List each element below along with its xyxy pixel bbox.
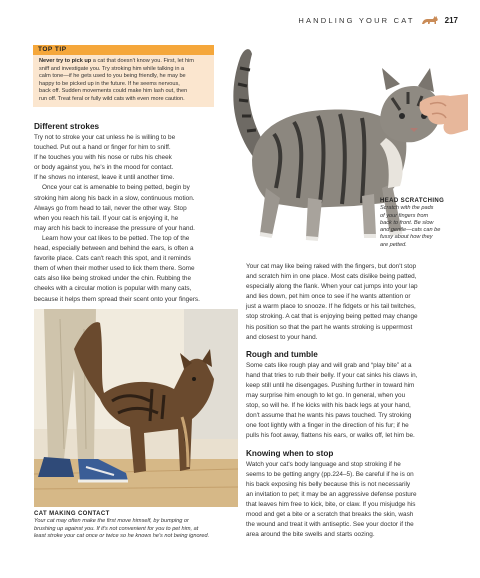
caption-line: least stroke your cat once or twice so he knows he's not being ignored. bbox=[34, 532, 210, 539]
caption-line: back to front. Be slow bbox=[380, 219, 434, 226]
caption-line: brushing up against you. If it's not convenient for you to pet him, at bbox=[34, 525, 199, 532]
body-line: area around the bite swells and starts oozing. bbox=[246, 531, 375, 539]
body-line: stop stroking. A cat that is enjoying being petted may change bbox=[246, 313, 418, 321]
body-line: touched. Put out a hand or finger for him to sniff. bbox=[34, 144, 171, 152]
section-heading: Rough and tumble bbox=[246, 349, 318, 359]
body-line: especially along the flank. When your cat jumps into your lap bbox=[246, 283, 418, 291]
caption-line: fussy about how they bbox=[380, 234, 433, 241]
body-line: Try not to stroke your cat unless he is willing to be bbox=[34, 134, 176, 141]
body-line: Learn how your cat likes to be petted. The top of the bbox=[42, 234, 190, 242]
right-column bbox=[246, 262, 466, 540]
body-line: just a warm place to snooze. If he fidgets or his tail twitches, bbox=[246, 303, 416, 311]
running-head-title: HANDLING YOUR CAT bbox=[298, 15, 415, 25]
body-line: stop, so will he. If he kicks with his back legs at your hand, bbox=[246, 402, 411, 410]
body-line: his position so that the part he wants stroking is uppermost bbox=[246, 323, 413, 331]
body-line: favorite place. Cats can't reach this spot, and it reminds bbox=[34, 255, 191, 263]
body-line: mood and get a bite or a scratch that breaks the skin, wash bbox=[246, 510, 414, 518]
top-tip-text bbox=[33, 55, 237, 104]
section-different-strokes bbox=[34, 121, 244, 305]
body-line: Watch your cat's body language and stop stroking if he bbox=[246, 460, 401, 468]
body-line: one foot lightly with a finger in the direction of his fur; if he bbox=[246, 422, 409, 430]
body-line: them of when their mother used to lick them there. Some bbox=[34, 265, 195, 273]
tip-line: happy to be picked up in the future. If he seems nervous, bbox=[39, 80, 180, 87]
body-line: and closest to your hand. bbox=[246, 333, 318, 341]
cat-making-contact-photo bbox=[34, 309, 238, 507]
caption-line: of your fingers from bbox=[380, 212, 429, 219]
section-heading: Knowing when to stop bbox=[246, 448, 334, 458]
top-tip-label: TOP TIP bbox=[33, 45, 237, 55]
body-line: may arch his back to increase the pressure of your hand. bbox=[34, 224, 195, 232]
body-line: Some cats like rough play and will grab and “play bite” at a bbox=[246, 361, 412, 369]
body-line: when you reach his tail. If your cat is enjoying it, he bbox=[34, 214, 179, 222]
caption-title: CAT MAKING CONTACT bbox=[34, 511, 110, 517]
body-line: pulls his foot away, flattens his ears, or walks off, let him be. bbox=[246, 432, 415, 440]
caption-line: and gentle—cats can be bbox=[380, 227, 441, 234]
body-line: If he shows no interest, leave it until another time. bbox=[34, 174, 175, 182]
caption-line: Scratch with the pads bbox=[380, 205, 434, 212]
tip-line: sniff and investigate you. Try stroking him while talking in a bbox=[39, 65, 185, 72]
caption-cat-making-contact bbox=[34, 511, 244, 540]
tip-line: calm tone—if he gets used to you being friendly, he may be bbox=[39, 73, 186, 80]
tip-line: a cat that doesn't know you. First, let him bbox=[91, 58, 194, 64]
body-line: Once your cat is amenable to being petted, begin by bbox=[42, 184, 190, 192]
top-tip-lead: Never try to pick up bbox=[39, 58, 92, 64]
body-line: Your cat may like being raked with the fingers, but don't stop bbox=[246, 263, 417, 270]
page-number: 217 bbox=[444, 15, 458, 25]
body-line: cats also like being stroked under the chin. Rubbing the bbox=[34, 275, 192, 283]
body-line: an invitation to pet; it may be an aggressive defense posture bbox=[246, 490, 417, 498]
body-line: because it helps them spread their scent onto your fingers. bbox=[34, 295, 200, 303]
body-line: seems to be getting angry (pp.224–5). Be careful if he is on bbox=[246, 470, 414, 478]
body-line: stroking him along his back in a slow, continuous motion. bbox=[34, 194, 195, 202]
body-line: hand that tries to rub their belly. If your cat sinks his claws in, bbox=[246, 371, 418, 379]
body-line: that leaves him free to kick, bite, or claw. If you misjudge his bbox=[246, 500, 416, 508]
top-tip-box bbox=[33, 45, 237, 107]
tip-line: run off. Treat feral or fully wild cats with even more caution. bbox=[39, 95, 185, 102]
caption-line: Your cat may often make the first move himself, by bumping or bbox=[34, 518, 189, 525]
body-line: may surprise him enough to let go. In general, when you bbox=[246, 392, 406, 400]
cat-silhouette-icon bbox=[421, 15, 439, 25]
body-line: and scratch him in one place. Most cats dislike being patted, bbox=[246, 273, 417, 281]
caption-title: HEAD SCRATCHING bbox=[380, 198, 445, 204]
body-line: or body against you, he's in the mood for contact. bbox=[34, 164, 174, 172]
body-line: the wound and treat it with antiseptic. See your doctor if the bbox=[246, 521, 414, 529]
body-line: cheeks with a circular motion is popular with many cats, bbox=[34, 285, 192, 293]
body-line: keep still until he disengages. Pushing further in toward him bbox=[246, 381, 415, 389]
body-line: Always go from head to tail, never the other way. Stop bbox=[34, 204, 187, 212]
body-line: and lies down, pet him once to see if he wants attention or bbox=[246, 293, 411, 301]
caption-head-scratching bbox=[380, 198, 470, 249]
body-line: don't assume that he wants his paws touched. Try stroking bbox=[246, 412, 412, 420]
body-line: his back exposing his belly because this is not necessarily bbox=[246, 480, 411, 488]
tip-line: back off. Sudden movements could make him lash out, then bbox=[39, 88, 188, 95]
body-line: If he touches you with his nose or rubs his cheek bbox=[34, 154, 172, 162]
running-head bbox=[298, 15, 458, 25]
caption-line: are petted. bbox=[380, 241, 407, 248]
section-heading: Different strokes bbox=[34, 122, 100, 131]
body-line: head, especially between and behind the ears, is often a bbox=[34, 245, 194, 253]
